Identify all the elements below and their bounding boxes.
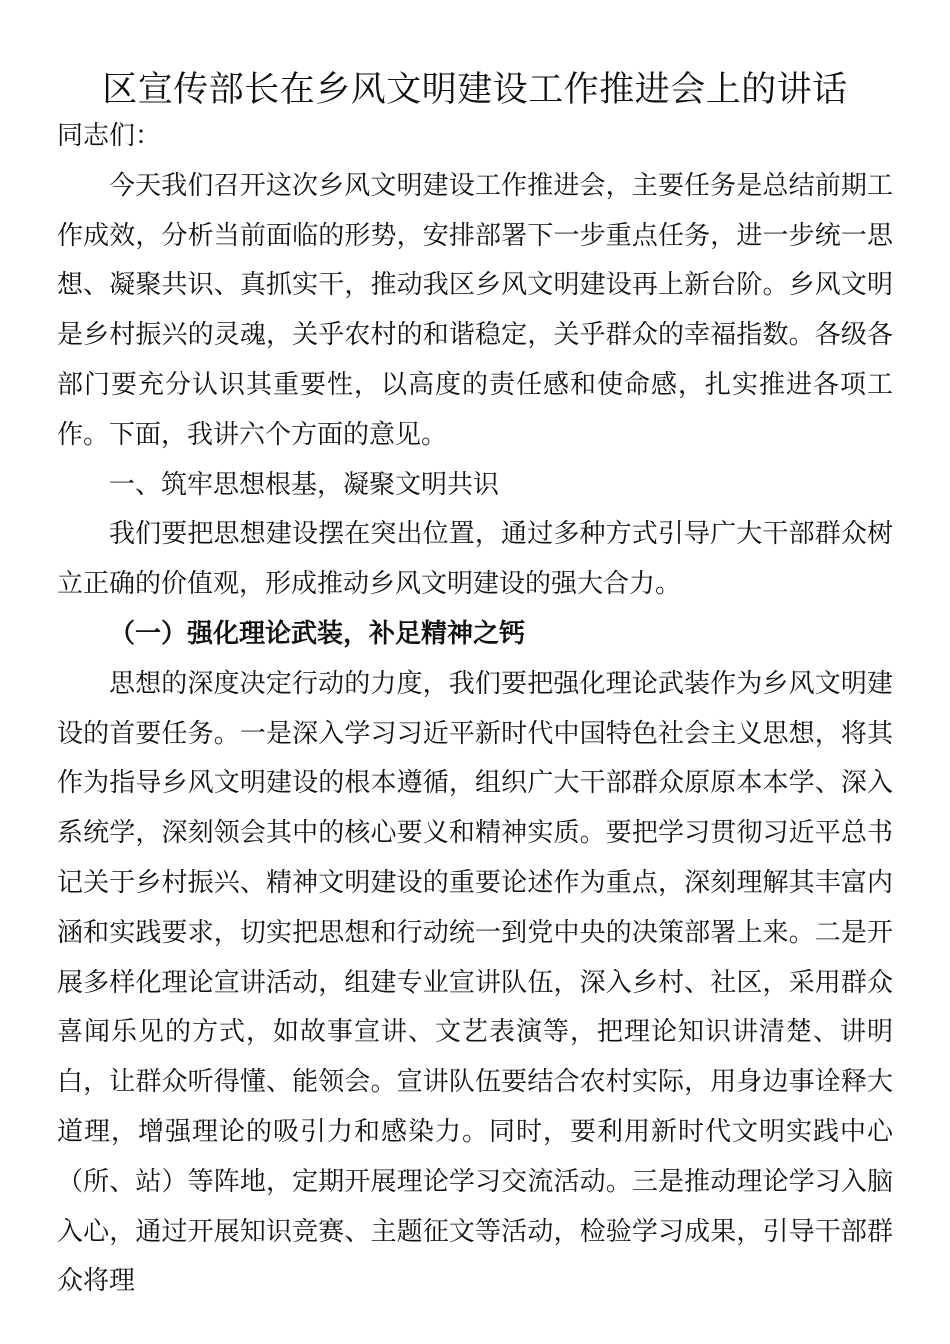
section-1-intro-paragraph: 我们要把思想建设摆在突出位置，通过多种方式引导广大干部群众树立正确的价值观，形成推动乡风文明建设的强大合力。 [57, 519, 893, 600]
salutation: 同志们： [57, 121, 162, 151]
section-heading-1: 一、筑牢思想根基，凝聚文明共识 [109, 469, 500, 500]
subsection-heading-1: （一）强化理论武装，补足精神之钙 [109, 618, 526, 649]
document-body [57, 112, 893, 1307]
intro-paragraph: 今天我们召开这次乡风文明建设工作推进会，主要任务是总结前期工作成效，分析当前面临的形势，安排部署下一步重点任务，进一步统一思想、凝聚共识、真抓实干，推动我区乡风文明建设再上新台阶。乡风文明是乡村振兴的灵魂，关乎农村的和谐稳定，关乎群众的幸福指数。各级各部门要充分认识其重要性，以高度的责任感和使命感，扎实推进各项工作。下面，我讲六个方面的意见。 [57, 170, 893, 450]
subsection-1-body-paragraph: 思想的深度决定行动的力度，我们要把强化理论武装作为乡风文明建设的首要任务。一是深入学习习近平新时代中国特色社会主义思想，将其作为指导乡风文明建设的根本遵循，组织广大干部群众原原本本学、深入系统学，深刻领会其中的核心要义和精神实质。要把学习贯彻习近平总书记关于乡村振兴、精神文明建设的重要论述作为重点，深刻理解其丰富内涵和实践要求，切实把思想和行动统一到党中央的决策部署上来。二是开展多样化理论宣讲活动，组建专业宣讲队伍，深入乡村、社区，采用群众喜闻乐见的方式，如故事宣讲、文艺表演等，把理论知识讲清楚、讲明白，让群众听得懂、能领会。宣讲队伍要结合农村实际，用身边事诠释大道理，增强理论的吸引力和感染力。同时，要利用新时代文明实践中心（所、站）等阵地，定期开展理论学习交流活动。三是推动理论学习入脑入心，通过开展知识竞赛、主题征文等活动，检验学习成果，引导干部群众将理 [57, 668, 893, 1297]
document-title: 区宣传部长在乡风文明建设工作推进会上的讲话 [102, 70, 848, 110]
